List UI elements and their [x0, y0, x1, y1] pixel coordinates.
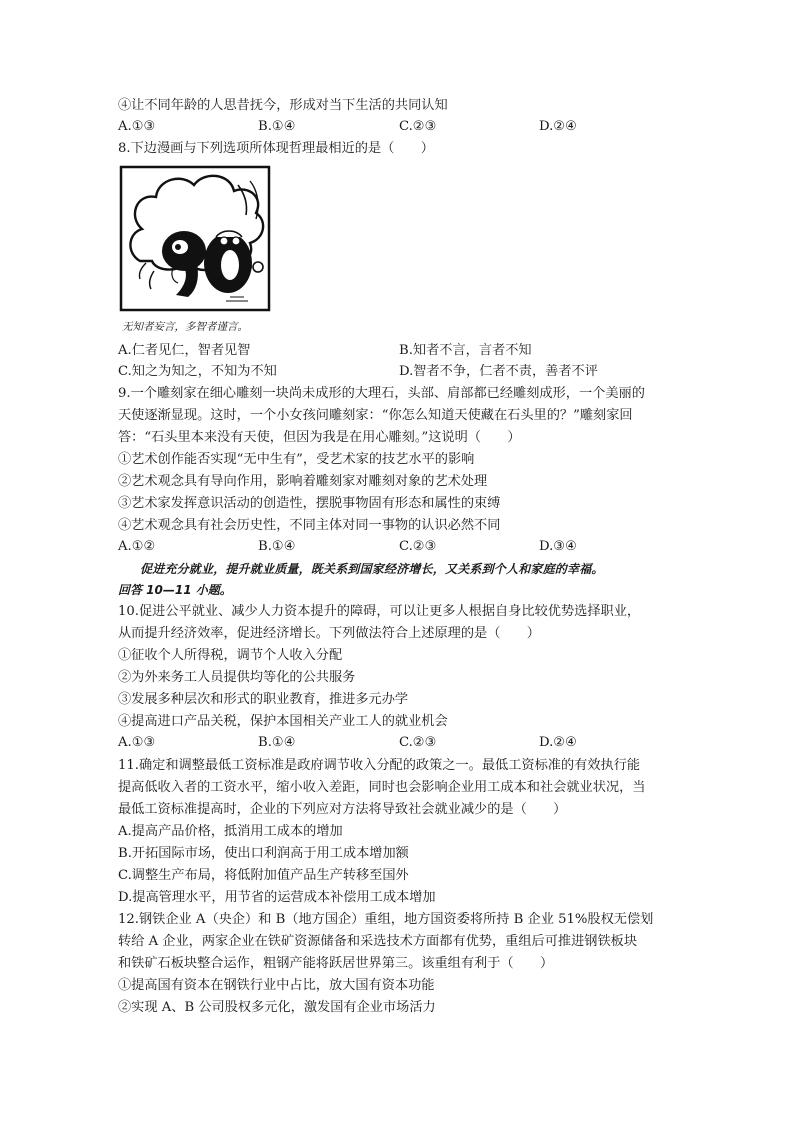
q7-options — [118, 117, 678, 137]
q12-stem-line1: 12.钢铁企业 A（央企）和 B（地方国企）重组，地方国资委将所持 B 企业 51%股权无偿划 — [118, 912, 654, 927]
q9-stem-line3: 答：“石头里本来没有天使，但因为我是在用心雕刻。”这说明（ ） — [118, 430, 521, 445]
q9-option-a: A.①② — [118, 539, 156, 554]
q11-stem-line2: 提高低收入者的工资水平，缩小收入差距，同时也会影响企业用工成本和社会就业状况，当 — [118, 780, 646, 795]
q8-cartoon — [118, 163, 283, 338]
q9-stem-line1: 9.一个雕刻家在细心雕刻一块尚未成形的大理石，头部、肩部都已经雕刻成形，一个美丽的 — [118, 386, 645, 401]
q9-option-c: C.②③ — [399, 539, 437, 554]
q10-options — [118, 733, 678, 753]
q11-option-b: B.开拓国际市场，使出口利润高于用工成本增加额 — [118, 846, 409, 861]
material-lead-line2: 回答 10—11 小题。 — [118, 583, 232, 597]
q9-statement-1: ①艺术创作能否实现“无中生有”，受艺术家的技艺水平的影响 — [118, 452, 475, 467]
q8-stem: 8.下边漫画与下列选项所体现哲理最相近的是（ ） — [118, 141, 434, 156]
q9-stem-line2: 天使逐渐显现。这时，一个小女孩问雕刻家：“你怎么知道天使藏在石头里的？”雕刻家回 — [118, 408, 633, 423]
q8-cartoon-caption: 无知者妄言，多智者谨言。 — [122, 321, 248, 333]
q8-options-row2 — [118, 362, 678, 382]
q11-option-d: D.提高管理水平，用节省的运营成本补偿用工成本增加 — [118, 890, 436, 905]
q9-option-b: B.①④ — [258, 539, 296, 554]
q9-options — [118, 537, 678, 557]
q9-statement-2: ②艺术观念具有导向作用，影响着雕刻家对雕刻对象的艺术处理 — [118, 474, 488, 489]
q10-statement-3: ③发展多种层次和形式的职业教育，推进多元办学 — [118, 692, 409, 707]
q10-option-a: A.①③ — [118, 735, 156, 750]
q8-option-c: C.知之为知之，不知为不知 — [118, 364, 277, 379]
material-lead-line1: 促进充分就业，提升就业质量，既关系到国家经济增长，又关系到个人和家庭的幸福。 — [140, 562, 604, 576]
q10-stem-line2: 从而提升经济效率，促进经济增长。下列做法符合上述原理的是（ ） — [118, 626, 540, 641]
q10-statement-2: ②为外来务工人员提供均等化的公共服务 — [118, 670, 356, 685]
q8-option-d: D.智者不争，仁者不责，善者不评 — [399, 364, 598, 379]
q7-option-a: A.①③ — [118, 119, 156, 134]
q8-options-row1 — [118, 341, 678, 361]
q8-option-a: A.仁者见仁，智者见智 — [118, 343, 251, 358]
q12-stem-line2: 转给 A 企业，两家企业在铁矿资源储备和采选技术方面都有优势，重组后可推进钢铁板块 — [118, 934, 638, 949]
q9-statement-4: ④艺术观念具有社会历史性，不同主体对同一事物的认识必然不同 — [118, 518, 501, 533]
q11-stem-line3: 最低工资标准提高时，企业的下列应对方法将导致社会就业减少的是（ ） — [118, 802, 567, 817]
q7-option-c: C.②③ — [399, 119, 437, 134]
q9-statement-3: ③艺术家发挥意识活动的创造性，摆脱事物固有形态和属性的束缚 — [118, 496, 501, 511]
q7-option-d: D.②④ — [539, 119, 577, 134]
q8-option-b: B.知者不言，言者不知 — [399, 343, 532, 358]
q10-option-b: B.①④ — [258, 735, 296, 750]
q10-stem-line1: 10.促进公平就业、减少人力资本提升的障碍，可以让更多人根据自身比较优势选择职业， — [118, 604, 641, 619]
q10-statement-4: ④提高进口产品关税，保护本国相关产业工人的就业机会 — [118, 714, 448, 729]
q7-statement-4: ④让不同年龄的人思昔抚今，形成对当下生活的共同认知 — [118, 98, 448, 113]
q12-stem-line3: 和铁矿石板块整合运作，粗钢产能将跃居世界第三。该重组有利于（ ） — [118, 956, 554, 971]
q11-option-c: C.调整生产布局，将低附加值产品生产转移至国外 — [118, 868, 409, 883]
q10-option-c: C.②③ — [399, 735, 437, 750]
q7-option-b: B.①④ — [258, 119, 296, 134]
q10-statement-1: ①征收个人所得税，调节个人收入分配 — [118, 648, 343, 663]
q11-stem-line1: 11.确定和调整最低工资标准是政府调节收入分配的政策之一。最低工资标准的有效执行能 — [118, 758, 641, 773]
q12-statement-1: ①提高国有资本在钢铁行业中占比，放大国有资本功能 — [118, 978, 435, 993]
q12-statement-2: ②实现 A、B 公司股权多元化，激发国有企业市场活力 — [118, 1000, 436, 1015]
q10-option-d: D.②④ — [539, 735, 577, 750]
q9-option-d: D.③④ — [539, 539, 577, 554]
q11-option-a: A.提高产品价格，抵消用工成本的增加 — [118, 824, 343, 839]
